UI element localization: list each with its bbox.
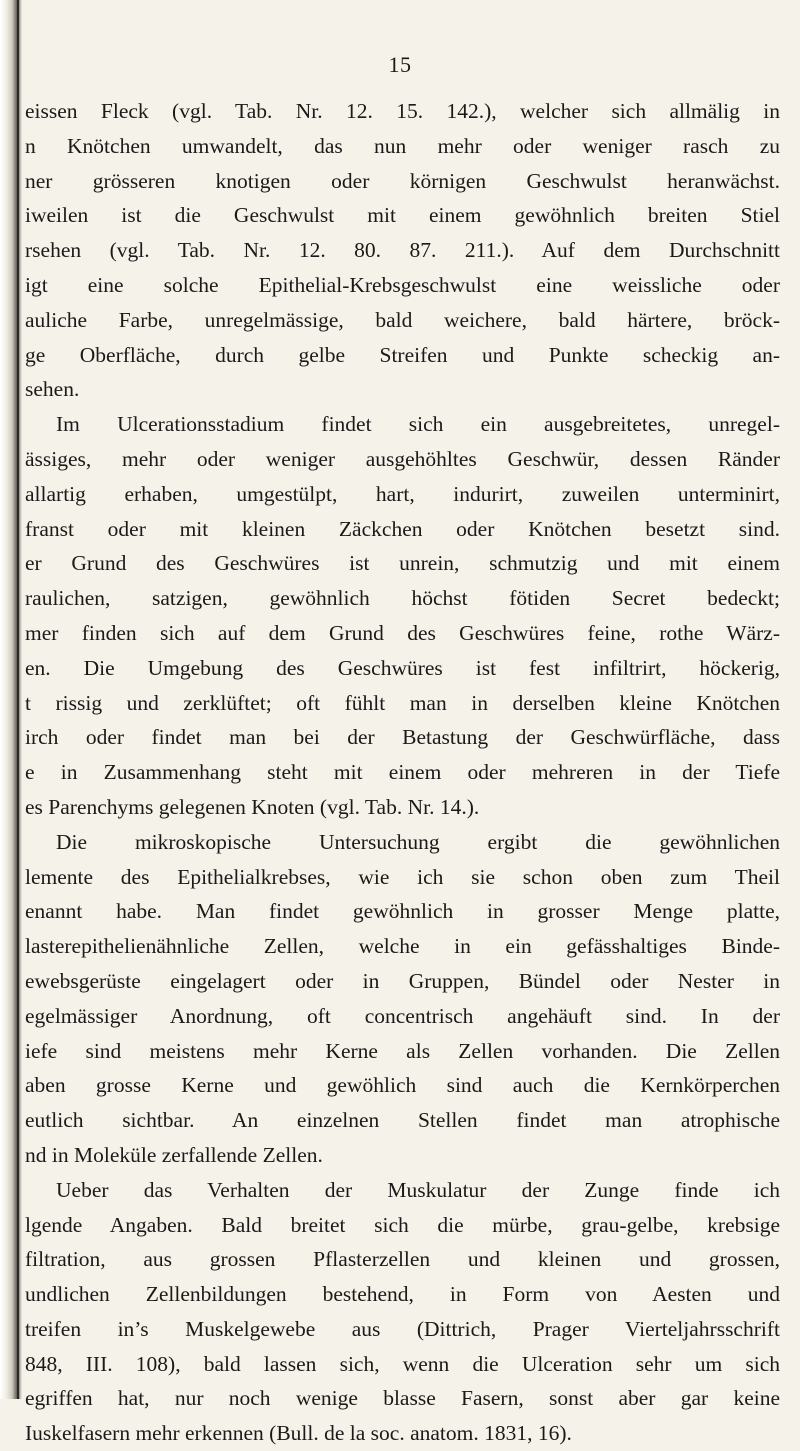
text-line: er Grund des Geschwüres ist unrein, schmutzig und mit einem bbox=[25, 551, 780, 576]
text-line: ewebsgerüste eingelagert oder in Gruppen, Bündel oder Nester in bbox=[25, 968, 780, 993]
text-line: allartig erhaben, umgestülpt, hart, indurirt, zuweilen unterminirt, bbox=[25, 481, 780, 506]
text-line: Iuskelfasern mehr erkennen (Bull. de la soc. anatom. 1831, 16). bbox=[25, 1421, 572, 1446]
text-line: sehen. bbox=[25, 377, 80, 402]
text-line: nd in Moleküle zerfallende Zellen. bbox=[25, 1142, 323, 1167]
text-line: egelmässiger Anordnung, oft concentrisch angehäuft sind. In der bbox=[25, 1003, 780, 1028]
text-line: en. Die Umgebung des Geschwüres ist fest infiltrirt, höckerig, bbox=[25, 655, 780, 680]
text-line: igt eine solche Epithelial-Krebsgeschwulst eine weissliche oder bbox=[25, 272, 780, 297]
text-line: aben grosse Kerne und gewöhlich sind auch die Kernkörperchen bbox=[25, 1073, 780, 1098]
text-line: ässiges, mehr oder weniger ausgehöhltes Geschwür, dessen Ränder bbox=[25, 446, 780, 471]
text-line: iweilen ist die Geschwulst mit einem gewöhnlich breiten Stiel bbox=[25, 203, 780, 228]
text-line: n Knötchen umwandelt, das nun mehr oder weniger rasch zu bbox=[25, 133, 780, 158]
text-line: eissen Fleck (vgl. Tab. Nr. 12. 15. 142.), welcher sich allmälig in bbox=[25, 99, 780, 123]
text-line: lgende Angaben. Bald breitet sich die mürbe, grau-gelbe, krebsige bbox=[25, 1212, 780, 1237]
text-line: filtration, aus grossen Pflasterzellen und kleinen und grossen, bbox=[25, 1247, 780, 1272]
text-line: treifen in’s Muskelgewebe aus (Dittrich, Prager Vierteljahrsschrift bbox=[25, 1316, 780, 1341]
text-line: enannt habe. Man findet gewöhnlich in grosser Menge platte, bbox=[25, 899, 780, 924]
text-line: es Parenchyms gelegenen Knoten (vgl. Tab. Nr. 14.). bbox=[25, 794, 480, 819]
text-line: iefe sind meistens mehr Kerne als Zellen vorhanden. Die Zellen bbox=[25, 1038, 780, 1063]
text-line: 848, III. 108), bald lassen sich, wenn die Ulceration sehr um sich bbox=[25, 1351, 780, 1376]
text-line: auliche Farbe, unregelmässige, bald weichere, bald härtere, bröck- bbox=[25, 307, 780, 332]
text-line: eutlich sichtbar. An einzelnen Stellen findet man atrophische bbox=[25, 1108, 780, 1133]
body-text bbox=[25, 94, 780, 1451]
text-line: raulichen, satzigen, gewöhnlich höchst fötiden Secret bedeckt; bbox=[25, 586, 780, 611]
page-number: 15 bbox=[388, 52, 412, 77]
text-line: lemente des Epithelialkrebses, wie ich sie schon oben zum Theil bbox=[25, 864, 780, 889]
text-line: mer finden sich auf dem Grund des Geschwüres feine, rothe Wärz- bbox=[25, 620, 780, 645]
text-line: ge Oberfläche, durch gelbe Streifen und Punkte scheckig an- bbox=[25, 342, 780, 367]
text-line: lasterepithelienähnliche Zellen, welche in ein gefässhaltiges Binde- bbox=[25, 934, 780, 959]
text-line: irch oder findet man bei der Betastung der Geschwürfläche, dass bbox=[25, 725, 780, 750]
text-line: Ueber das Verhalten der Muskulatur der Zunge finde ich bbox=[56, 1177, 780, 1202]
text-line: franst oder mit kleinen Zäckchen oder Knötchen besetzt sind. bbox=[25, 516, 780, 541]
text-line: rsehen (vgl. Tab. Nr. 12. 80. 87. 211.). Auf dem Durchschnitt bbox=[25, 238, 780, 263]
text-line: undlichen Zellenbildungen bestehend, in Form von Aesten und bbox=[25, 1282, 780, 1307]
text-line: Im Ulcerationsstadium findet sich ein ausgebreitetes, unregel- bbox=[56, 412, 780, 437]
text-line: e in Zusammenhang steht mit einem oder mehreren in der Tiefe bbox=[25, 760, 780, 785]
binding-edge bbox=[17, 0, 19, 1399]
text-line: ner grösseren knotigen oder körnigen Geschwulst heranwächst. bbox=[25, 168, 780, 193]
text-line: egriffen hat, nur noch wenige blasse Fasern, sonst aber gar keine bbox=[25, 1386, 780, 1411]
text-line: t rissig und zerklüftet; oft fühlt man in derselben kleine Knötchen bbox=[25, 690, 780, 715]
text-line: Die mikroskopische Untersuchung ergibt die gewöhnlichen bbox=[56, 829, 780, 854]
